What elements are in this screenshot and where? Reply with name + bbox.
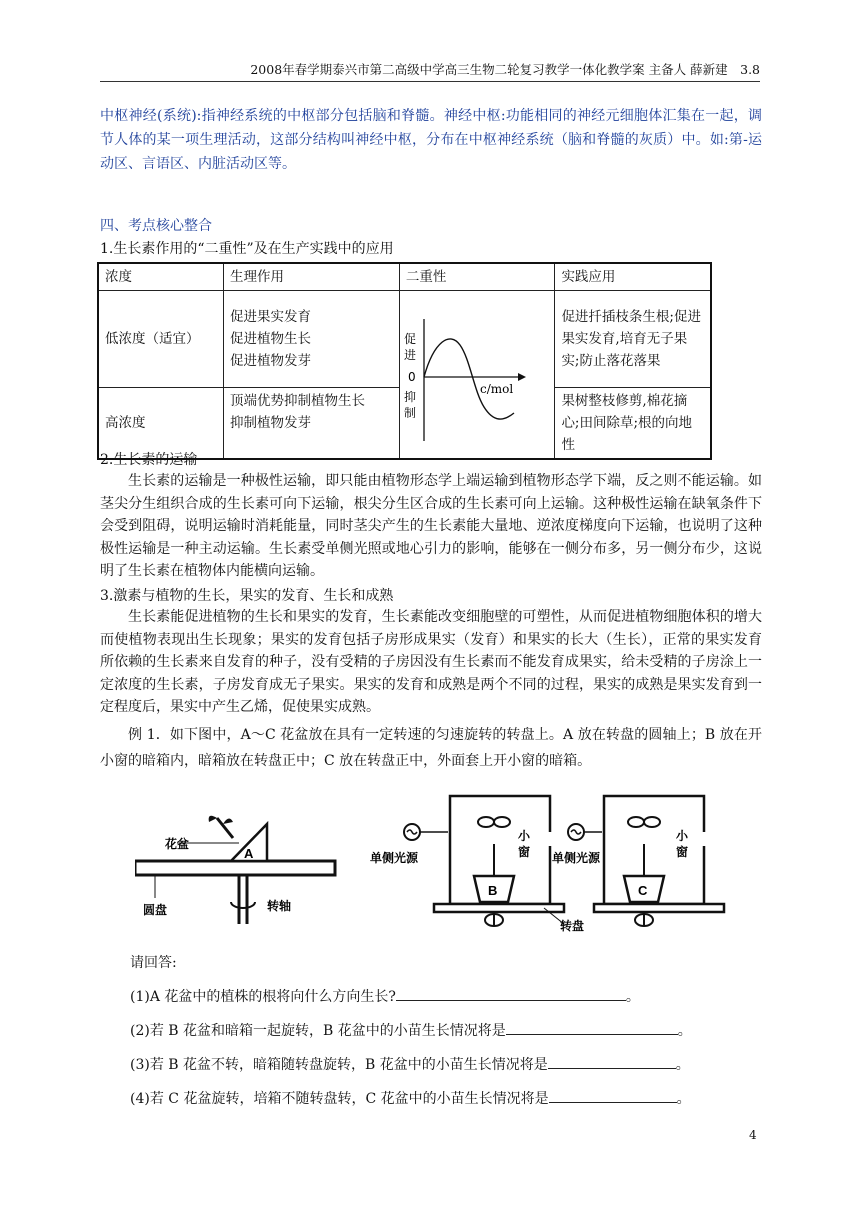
light-label-c: 单侧光源	[552, 851, 601, 865]
item2-paragraph: 生长素的运输是一种极性运输，即只能由植物形态学上端运输到植物形态学下端，反之则不能运输。如茎尖分生组织合成的生长素可向下运输，根尖分生区合成的生长素可向上运输。这种极性运输在缺氧条件下会受到阻碍，说明运输时消耗能量，同时茎尖产生的生长素能大量地、逆浓度梯度向下运输，也说明了这种极性运输是一种主动运输。生长素受单侧光照或地心引力的影响，能够在一侧分布多，另一侧分布少，这说明了生长素在植物体内能横向运输。	[100, 473, 762, 579]
table-cell: 低浓度（适宜）	[98, 291, 224, 388]
rotation-arrow	[231, 902, 255, 908]
table-cell	[224, 291, 400, 388]
period: 。	[677, 1023, 692, 1039]
disc-shape	[135, 861, 335, 875]
question-text: (4)若 C 花盆旋转，培箱不随转盘转，C 花盆中的小苗生长情况将是	[130, 1091, 549, 1107]
question-1	[130, 986, 640, 1006]
pot-a-label: A	[244, 846, 254, 861]
example-paragraph: 例 1．如下图中，A～C 花盆放在具有一定转速的匀速旋转的转盘上。A 放在转盘的圆轴上；B 放在开小窗的暗箱内，暗箱放在转盘正中；C 放在转盘正中，外面套上开小窗的暗箱。	[100, 727, 762, 769]
dual-effect-graph-cell	[399, 291, 555, 460]
pot-c-label: C	[638, 883, 648, 898]
question-2	[130, 1020, 692, 1040]
window-label-c: 小	[676, 829, 689, 843]
item2-title: 2.生长素的运输	[100, 452, 198, 468]
table-header: 生理作用	[224, 263, 400, 291]
answer-blank-4[interactable]	[549, 1088, 677, 1103]
table-cell: 果树整枝修剪,棉花摘心;田间除草;根的向地性	[555, 387, 711, 459]
dual-effect-graph	[400, 291, 550, 451]
period: 。	[625, 989, 640, 1005]
intro-paragraph: 中枢神经(系统):指神经系统的中枢部分包括脑和脊髓。神经中枢:功能相同的神经元细胞体汇集在一起，调节人体的某一项生理活动，这部分结构叫神经中枢，分布在中枢神经系统（脑和脊髓的灰质）中。如:第-运动区、言语区、内脏活动区等。	[100, 108, 762, 172]
effect-line: 顶端优势抑制植物生长	[230, 392, 366, 409]
axis-label: 转轴	[267, 899, 292, 913]
table-header: 二重性	[399, 263, 555, 291]
effect-line: 促进果实发育	[230, 308, 312, 325]
period: 。	[675, 1057, 690, 1073]
answer-blank-1[interactable]	[396, 986, 626, 1001]
pot-label: 花盆	[165, 837, 190, 851]
item1-title: 1.生长素作用的“二重性”及在生产实践中的应用	[100, 241, 394, 257]
answer-prompt: 请回答:	[130, 955, 177, 971]
window-b	[546, 832, 552, 846]
turntable-label: 转盘	[560, 919, 585, 932]
answer-blank-2[interactable]	[506, 1020, 678, 1035]
window-label-b-2: 窗	[518, 845, 531, 859]
table-header: 浓度	[98, 263, 224, 291]
answer-blank-3[interactable]	[548, 1054, 676, 1069]
turntable-c	[594, 904, 724, 912]
effect-line: 抑制植物发芽	[230, 414, 312, 431]
effect-line: 促进植物生长	[230, 330, 312, 347]
question-text: (2)若 B 花盆和暗箱一起旋转，B 花盆中的小苗生长情况将是	[130, 1023, 506, 1039]
label-x-axis: c/mol	[479, 382, 514, 396]
table-header: 实践应用	[555, 263, 711, 291]
figure-b-c	[368, 792, 730, 932]
pot-b-label: B	[488, 883, 498, 898]
table-cell: 促进扦插枝条生根;促进果实发育,培育无子果实;防止落花落果	[555, 291, 711, 388]
effect-line: 促进植物发芽	[230, 352, 312, 369]
dual-effect-curve	[424, 339, 514, 419]
auxin-table	[97, 262, 712, 460]
item3-paragraph: 生长素能促进植物的生长和果实的发育，生长素能改变细胞壁的可塑性，从而促进植物细胞体积的增大而使植物表现出生长现象；果实的发育包括子房形成果实（发育）和果实的长大（生长），正常的果实发育所依赖的生长素来自发育的种子，没有受精的子房因没有生长素而不能发育成果实，给未受精的子房涂上一定浓度的生长素，子房发育成无子果实。果实的发育和成熟是两个不同的过程，果实的成熟是果实发育到一定程度后，果实中产生乙烯，促使果实成熟。	[100, 609, 762, 715]
window-label-b: 小	[518, 829, 531, 843]
label-inhibit-1: 抑	[403, 390, 416, 404]
table-cell: 高浓度	[98, 387, 224, 459]
section-title: 四、考点核心整合	[100, 218, 212, 234]
label-inhibit-2: 制	[403, 406, 416, 420]
disc-label: 圆盘	[143, 903, 168, 917]
figure-a	[135, 806, 345, 926]
page-header: 2008年春学期泰兴市第二高级中学高三生物二轮复习教学一体化教学案 主备人 薛新建 3.8	[100, 60, 760, 82]
question-3	[130, 1054, 690, 1074]
label-zero: 0	[407, 370, 416, 384]
window-c	[700, 832, 706, 846]
light-label-b: 单侧光源	[370, 851, 419, 865]
question-4	[130, 1088, 691, 1108]
period: 。	[676, 1091, 691, 1107]
window-label-c-2: 窗	[676, 845, 689, 859]
label-promote-2: 进	[403, 348, 416, 362]
question-text: (3)若 B 花盆不转，暗箱随转盘旋转，B 花盆中的小苗生长情况将是	[130, 1057, 548, 1073]
x-axis-arrow	[518, 373, 526, 381]
page-number: 4	[749, 1128, 757, 1142]
question-text: (1)A 花盆中的植株的根将向什么方向生长?	[130, 989, 396, 1005]
item3-title: 3.激素与植物的生长，果实的发育、生长和成熟	[100, 588, 394, 604]
label-promote-1: 促	[403, 332, 416, 346]
